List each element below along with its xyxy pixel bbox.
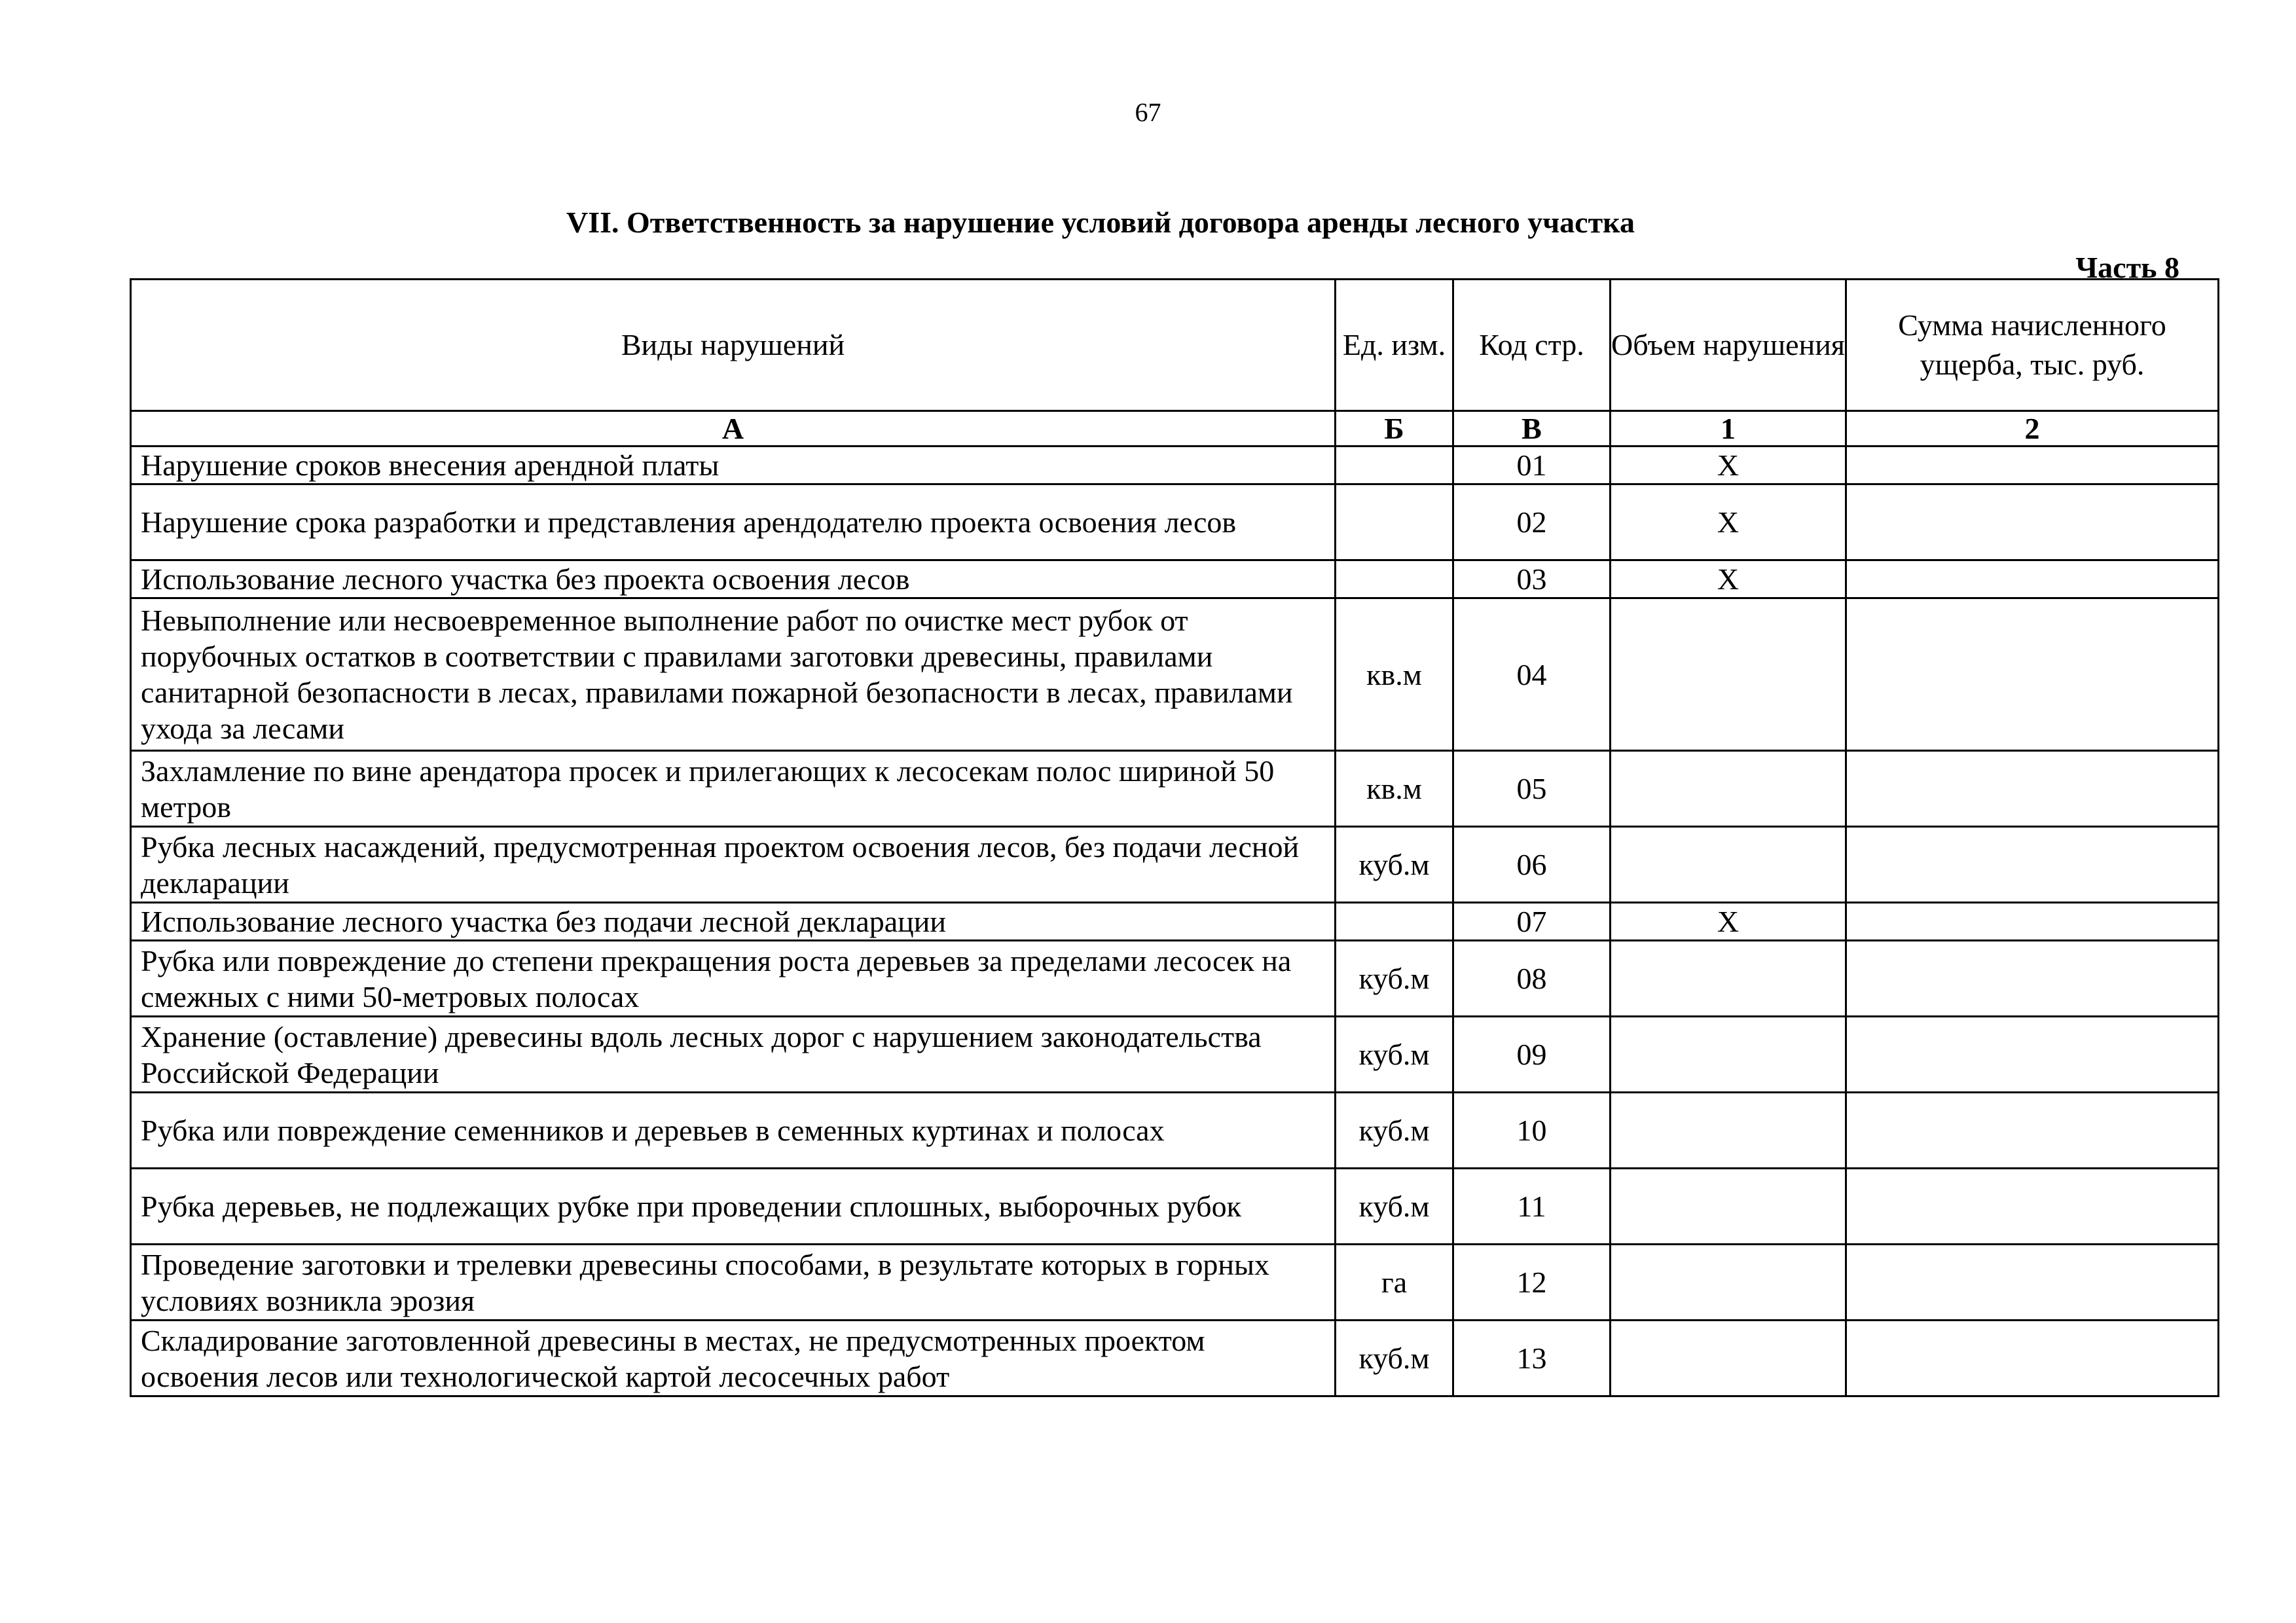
damage-sum-cell — [1846, 598, 2219, 751]
header-row-code: Код стр. — [1453, 280, 1611, 411]
unit-cell: га — [1336, 1245, 1453, 1321]
column-letters-row — [131, 411, 2219, 447]
table-row — [131, 1321, 2219, 1396]
header-damage-sum: Сумма начисленного ущерба, тыс. руб. — [1846, 280, 2219, 411]
header-violation-type: Виды нарушений — [131, 280, 1336, 411]
table-row — [131, 1169, 2219, 1245]
code-cell: 12 — [1453, 1245, 1611, 1321]
header-volume: Объем нарушения — [1611, 280, 1846, 411]
code-cell: 05 — [1453, 751, 1611, 827]
table-header-row — [131, 280, 2219, 411]
part-label: Часть 8 — [2075, 251, 2179, 284]
table-row — [131, 1093, 2219, 1169]
code-cell: 07 — [1453, 903, 1611, 941]
damage-sum-cell — [1846, 751, 2219, 827]
damage-sum-cell — [1846, 827, 2219, 903]
unit-cell — [1336, 560, 1453, 598]
table-row — [131, 1017, 2219, 1093]
table-row — [131, 598, 2219, 751]
damage-sum-cell — [1846, 1017, 2219, 1093]
table-row — [131, 903, 2219, 941]
unit-cell: куб.м — [1336, 1321, 1453, 1396]
code-cell: 04 — [1453, 598, 1611, 751]
violation-type-cell: Рубка или повреждение семенников и деревьев в семенных куртинах и полосах — [131, 1093, 1336, 1169]
volume-cell — [1611, 1169, 1846, 1245]
table-row — [131, 941, 2219, 1017]
volume-cell — [1611, 827, 1846, 903]
damage-sum-cell — [1846, 903, 2219, 941]
violation-type-cell: Использование лесного участка без подачи лесной декларации — [131, 903, 1336, 941]
unit-cell: куб.м — [1336, 1169, 1453, 1245]
volume-cell — [1611, 1321, 1846, 1396]
unit-cell — [1336, 903, 1453, 941]
violations-table — [130, 278, 2219, 1397]
damage-sum-cell — [1846, 1245, 2219, 1321]
volume-cell — [1611, 941, 1846, 1017]
code-cell: 10 — [1453, 1093, 1611, 1169]
violation-type-cell: Складирование заготовленной древесины в местах, не предусмотренных проектом освоения лесов или технологической картой лесосечных работ — [131, 1321, 1336, 1396]
table-row — [131, 827, 2219, 903]
letter-b: Б — [1336, 411, 1453, 447]
violation-type-cell: Рубка лесных насаждений, предусмотренная проектом освоения лесов, без подачи лесной декларации — [131, 827, 1336, 903]
damage-sum-cell — [1846, 484, 2219, 560]
table-row — [131, 447, 2219, 484]
damage-sum-cell — [1846, 447, 2219, 484]
violation-type-cell: Использование лесного участка без проекта освоения лесов — [131, 560, 1336, 598]
damage-sum-cell — [1846, 560, 2219, 598]
code-cell: 03 — [1453, 560, 1611, 598]
code-cell: 01 — [1453, 447, 1611, 484]
volume-cell: Х — [1611, 903, 1846, 941]
unit-cell: куб.м — [1336, 941, 1453, 1017]
volume-cell — [1611, 598, 1846, 751]
violation-type-cell: Захламление по вине арендатора просек и прилегающих к лесосекам полос шириной 50 метров — [131, 751, 1336, 827]
volume-cell: Х — [1611, 484, 1846, 560]
unit-cell: кв.м — [1336, 598, 1453, 751]
violation-type-cell: Нарушение сроков внесения арендной платы — [131, 447, 1336, 484]
volume-cell — [1611, 1017, 1846, 1093]
violation-type-cell: Рубка деревьев, не подлежащих рубке при проведении сплошных, выборочных рубок — [131, 1169, 1336, 1245]
volume-cell — [1611, 751, 1846, 827]
code-cell: 06 — [1453, 827, 1611, 903]
code-cell: 09 — [1453, 1017, 1611, 1093]
unit-cell: куб.м — [1336, 1017, 1453, 1093]
page-number: 67 — [1135, 98, 1161, 127]
violation-type-cell: Нарушение срока разработки и представления арендодателю проекта освоения лесов — [131, 484, 1336, 560]
volume-cell — [1611, 1093, 1846, 1169]
letter-a: А — [131, 411, 1336, 447]
letter-v: В — [1453, 411, 1611, 447]
volume-cell — [1611, 1245, 1846, 1321]
code-cell: 13 — [1453, 1321, 1611, 1396]
damage-sum-cell — [1846, 941, 2219, 1017]
letter-2: 2 — [1846, 411, 2219, 447]
table-row — [131, 484, 2219, 560]
letter-1: 1 — [1611, 411, 1846, 447]
violation-type-cell: Рубка или повреждение до степени прекращения роста деревьев за пределами лесосек на смежных с ними 50-метровых полосах — [131, 941, 1336, 1017]
table-row — [131, 560, 2219, 598]
section-title: VII. Ответственность за нарушение условий договора аренды лесного участка — [566, 206, 1635, 239]
violation-type-cell: Проведение заготовки и трелевки древесины способами, в результате которых в горных условиях возникла эрозия — [131, 1245, 1336, 1321]
damage-sum-cell — [1846, 1169, 2219, 1245]
code-cell: 11 — [1453, 1169, 1611, 1245]
unit-cell: кв.м — [1336, 751, 1453, 827]
table-row — [131, 751, 2219, 827]
volume-cell: Х — [1611, 447, 1846, 484]
unit-cell: куб.м — [1336, 1093, 1453, 1169]
code-cell: 08 — [1453, 941, 1611, 1017]
unit-cell: куб.м — [1336, 827, 1453, 903]
damage-sum-cell — [1846, 1321, 2219, 1396]
violation-type-cell: Невыполнение или несвоевременное выполнение работ по очистке мест рубок от порубочных остатков в соответствии с правилами заготовки древесины, правилами санитарной безопасности в лесах, правилами пожарной безопасности в лесах, правилами ухода за лесами — [131, 598, 1336, 751]
damage-sum-cell — [1846, 1093, 2219, 1169]
unit-cell — [1336, 447, 1453, 484]
violation-type-cell: Хранение (оставление) древесины вдоль лесных дорог с нарушением законодательства Российской Федерации — [131, 1017, 1336, 1093]
header-unit: Ед. изм. — [1336, 280, 1453, 411]
volume-cell: Х — [1611, 560, 1846, 598]
unit-cell — [1336, 484, 1453, 560]
code-cell: 02 — [1453, 484, 1611, 560]
table-row — [131, 1245, 2219, 1321]
